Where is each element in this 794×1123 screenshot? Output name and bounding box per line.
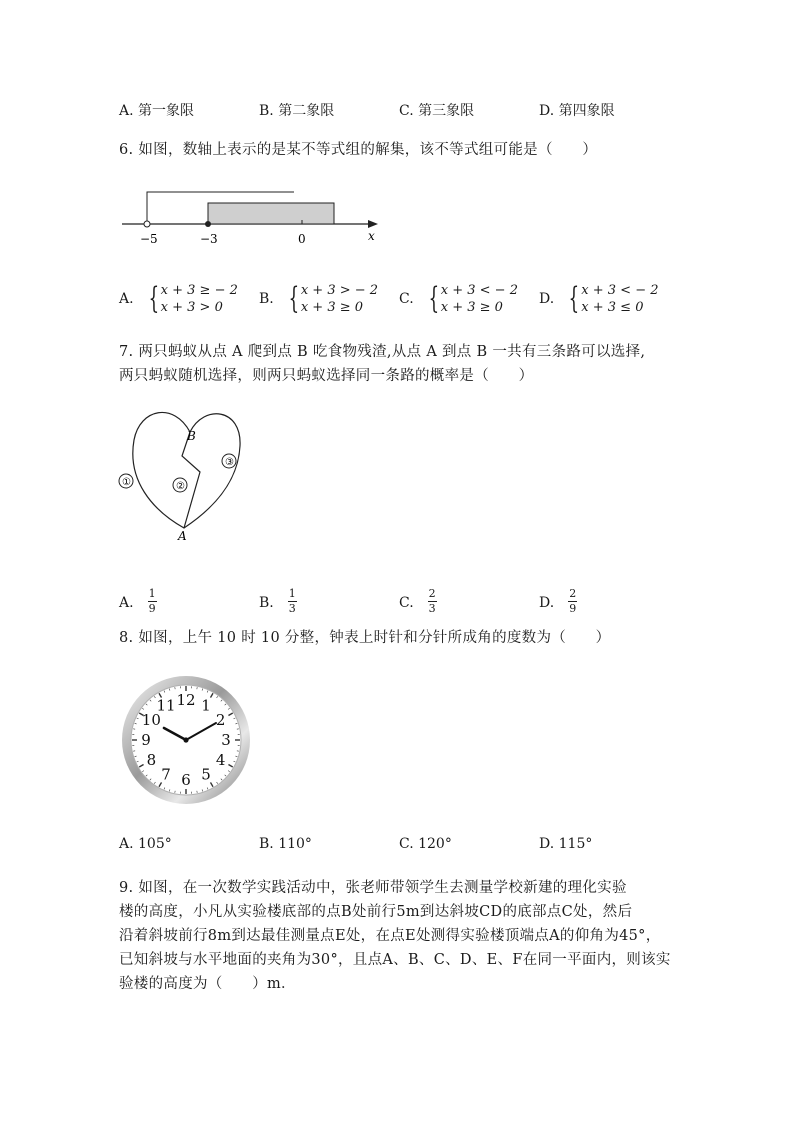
- q6-option-c-row2: x + 3 ≥ 0: [440, 300, 503, 315]
- numerator: 2: [569, 587, 577, 600]
- q6-option-b: [259, 282, 378, 316]
- q7-option-c-fraction: [428, 588, 437, 615]
- denominator: 9: [148, 602, 156, 615]
- clock-number: 2: [215, 711, 226, 729]
- q7-option-a-fraction: [148, 588, 157, 615]
- point-a-label: A: [178, 529, 187, 543]
- brace-icon: {: [568, 281, 580, 316]
- denominator: 3: [288, 602, 296, 615]
- q8-option-a: A. 105°: [119, 836, 172, 852]
- heart-paths-figure: [112, 400, 252, 545]
- clock-number: 1: [201, 696, 211, 715]
- clock-number: 6: [181, 771, 191, 789]
- q6-option-b-row2: x + 3 ≥ 0: [300, 300, 364, 315]
- q5-option-a: A. 第一象限: [119, 103, 195, 119]
- q9-line3: 沿着斜坡前行8m到达最佳测量点E处，在点E处测得实验楼顶端点A的仰角为45°，: [119, 928, 661, 944]
- path2-label: ②: [176, 481, 185, 492]
- path3-label: ③: [225, 457, 234, 468]
- clock-number: 10: [141, 711, 161, 729]
- q6-option-d-row1: x + 3 < − 2: [581, 283, 659, 298]
- q8-stem: 8. 如图，上午 10 时 10 分整，钟表上时针和分针所成角的度数为（ ）: [119, 630, 611, 646]
- solution-bar: [208, 203, 334, 224]
- clock-number: 4: [215, 751, 226, 769]
- q7-option-b-label: B.: [259, 595, 274, 611]
- q6-option-a-row2: x + 3 > 0: [160, 300, 223, 315]
- q7-option-d-fraction: [568, 588, 577, 615]
- q7-option-b: [259, 584, 297, 615]
- clock-number: 9: [141, 731, 151, 749]
- q6-option-a-row1: x + 3 ≥ − 2: [160, 283, 238, 298]
- q9-line1: 9. 如图，在一次数学实践活动中，张老师带领学生去测量学校新建的理化实验: [119, 880, 627, 896]
- q8-option-c: C. 120°: [399, 836, 452, 852]
- q8-option-d: D. 115°: [539, 836, 593, 852]
- q8-option-b: B. 110°: [259, 836, 312, 852]
- q7-option-b-fraction: [288, 588, 297, 615]
- number-line-figure: [110, 180, 390, 250]
- q7-option-c-label: C.: [399, 595, 414, 611]
- q6-stem: 6. 如图，数轴上表示的是某不等式组的解集，该不等式组可能是（ ）: [119, 142, 598, 158]
- denominator: 3: [428, 602, 436, 615]
- closed-circle-minus3: [205, 221, 211, 227]
- q7-option-a-label: A.: [119, 595, 134, 611]
- clock-number: 5: [201, 765, 211, 784]
- q7-option-c: [399, 584, 437, 615]
- label-x: x: [368, 229, 375, 243]
- q6-option-d-label: D.: [539, 291, 555, 307]
- brace-icon: {: [428, 281, 439, 316]
- path1-label: ①: [122, 477, 131, 488]
- q6-option-c-label: C.: [399, 291, 414, 307]
- clock-number: 11: [156, 696, 176, 715]
- numerator: 1: [288, 587, 296, 600]
- brace-icon: {: [288, 281, 299, 316]
- clock-center: [183, 737, 188, 742]
- open-circle-minus5: [144, 221, 150, 227]
- q5-option-b: B. 第二象限: [259, 103, 335, 119]
- q7-stem-line2: 两只蚂蚁随机选择，则两只蚂蚁选择同一条路的概率是（ ）: [119, 368, 534, 384]
- q9-line2: 楼的高度，小凡从实验楼底部的点B处前行5m到达斜坡CD的底部点C处，然后: [119, 904, 633, 920]
- q7-option-d-label: D.: [539, 595, 555, 611]
- label-minus3: −3: [200, 232, 218, 246]
- q6-option-c: [399, 282, 518, 316]
- axis-arrow: [368, 220, 378, 228]
- q5-option-c: C. 第三象限: [399, 103, 475, 119]
- clock-number: 12: [176, 691, 196, 709]
- clock-number: 7: [161, 765, 171, 784]
- q9-line5: 验楼的高度为（ ）m．: [119, 976, 296, 992]
- clock-figure: [120, 674, 252, 806]
- q7-option-a: [119, 584, 157, 615]
- q6-option-d-row2: x + 3 ≤ 0: [581, 300, 644, 315]
- denominator: 9: [569, 602, 577, 615]
- q6-option-a: [119, 282, 238, 316]
- numerator: 1: [148, 587, 156, 600]
- point-b-label: B: [187, 429, 196, 443]
- q6-option-b-row1: x + 3 > − 2: [300, 283, 379, 298]
- label-minus5: −5: [140, 232, 158, 246]
- q5-option-d: D. 第四象限: [539, 103, 615, 119]
- clock-number: 3: [221, 731, 231, 749]
- q6-option-b-label: B.: [259, 291, 274, 307]
- q7-option-d: [539, 584, 577, 615]
- numerator: 2: [428, 587, 436, 600]
- q6-option-a-label: A.: [119, 291, 134, 307]
- q7-stem-line1: 7. 两只蚂蚁从点 A 爬到点 B 吃食物残渣,从点 A 到点 B 一共有三条路可以选择,: [119, 344, 646, 360]
- brace-icon: {: [148, 281, 159, 316]
- q9-line4: 已知斜坡与水平地面的夹角为30°，且点A、B、C、D、E、F在同一平面内，则该实: [119, 952, 671, 968]
- label-0: 0: [298, 232, 306, 246]
- clock-number: 8: [146, 751, 157, 769]
- q6-option-c-row1: x + 3 < − 2: [440, 283, 518, 298]
- q6-option-d: [539, 282, 659, 316]
